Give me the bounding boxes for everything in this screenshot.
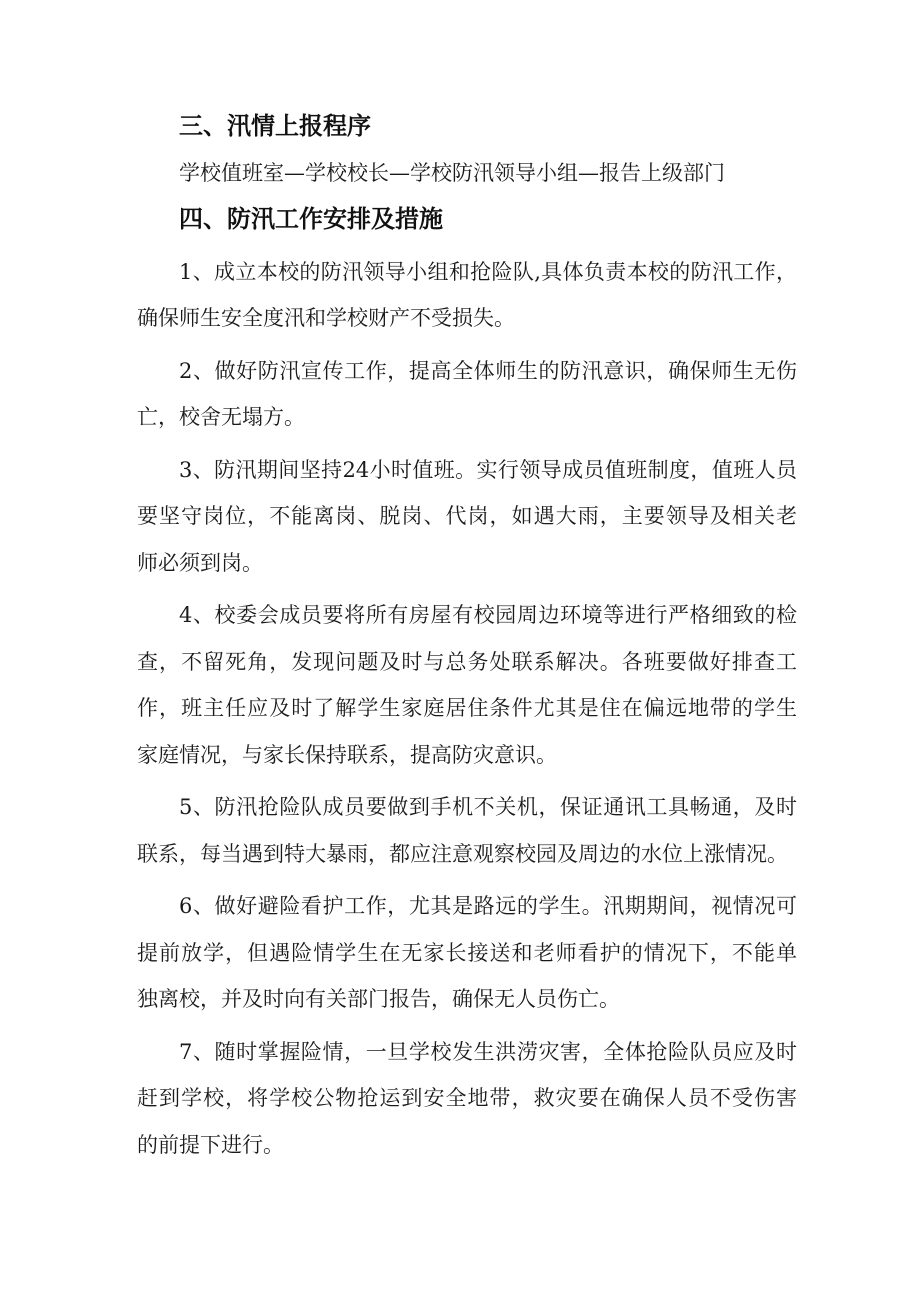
text-line: 家庭情况，与家长保持联系，提高防灾意识。 — [137, 742, 557, 767]
text-line: 5、防汛抢险队成员要做到手机不关机，保证通讯工具畅通，及时 — [179, 795, 797, 819]
body-paragraph — [137, 249, 797, 342]
document-body — [137, 103, 797, 1168]
text-line: 亡，校舍无塌方。 — [137, 405, 305, 429]
text-line: 独离校，并及时向有关部门报告，确保无人员伤亡。 — [137, 987, 620, 1011]
body-paragraph — [137, 883, 797, 1023]
text-line: 确保师生安全度汛和学校财产不受损失。 — [137, 306, 515, 330]
text-line: 联系，每当遇到特大暴雨，都应注意观察校园及周边的水位上涨情况。 — [137, 841, 788, 866]
body-paragraph — [137, 348, 797, 441]
text-line: 1、成立本校的防汛领导小组和抢险队,具体负责本校的防汛工作， — [179, 259, 797, 284]
text-line: 的前提下进行。 — [137, 1132, 284, 1157]
section-heading: 三、汛情上报程序 — [179, 112, 371, 140]
body-paragraph — [137, 784, 797, 877]
text-line: 6、做好避险看护工作，尤其是路远的学生。汛期期间，视情况可 — [179, 894, 797, 918]
text-line: 要坚守岗位，不能离岗、脱岗、代岗，如遇大雨，主要领导及相关老 — [137, 504, 797, 528]
body-paragraph — [137, 592, 797, 778]
text-line: 7、随时掌握险情，一旦学校发生洪涝灾害，全体抢险队员应及时 — [179, 1039, 797, 1064]
text-line: 师必须到岗。 — [137, 550, 263, 575]
body-paragraph — [137, 447, 797, 587]
body-paragraph — [137, 1029, 797, 1169]
text-line: 4、校委会成员要将所有房屋有校园周边环境等进行严格细致的检 — [179, 603, 797, 627]
text-line: 赶到学校，将学校公物抢运到安全地带，救灾要在确保人员不受伤害 — [137, 1086, 797, 1110]
text-line: 查，不留死角，发现问题及时与总务处联系解决。各班要做好排查工 — [137, 649, 797, 674]
section-heading: 四、防汛工作安排及措施 — [179, 205, 443, 233]
report-flow-line — [137, 150, 797, 197]
text-line: 提前放学，但遇险情学生在无家长接送和老师看护的情况下，不能单 — [137, 940, 797, 965]
text-line: 3、防汛期间坚持24小时值班。实行领导成员值班制度，值班人员 — [179, 457, 797, 482]
text-line: 2、做好防汛宣传工作，提高全体师生的防汛意识，确保师生无伤 — [179, 358, 797, 383]
text-line: 学校值班室—学校校长—学校防汛领导小组—报告上级部门 — [179, 160, 725, 185]
text-line: 作，班主任应及时了解学生家庭居住条件尤其是住在偏远地带的学生 — [137, 696, 797, 720]
